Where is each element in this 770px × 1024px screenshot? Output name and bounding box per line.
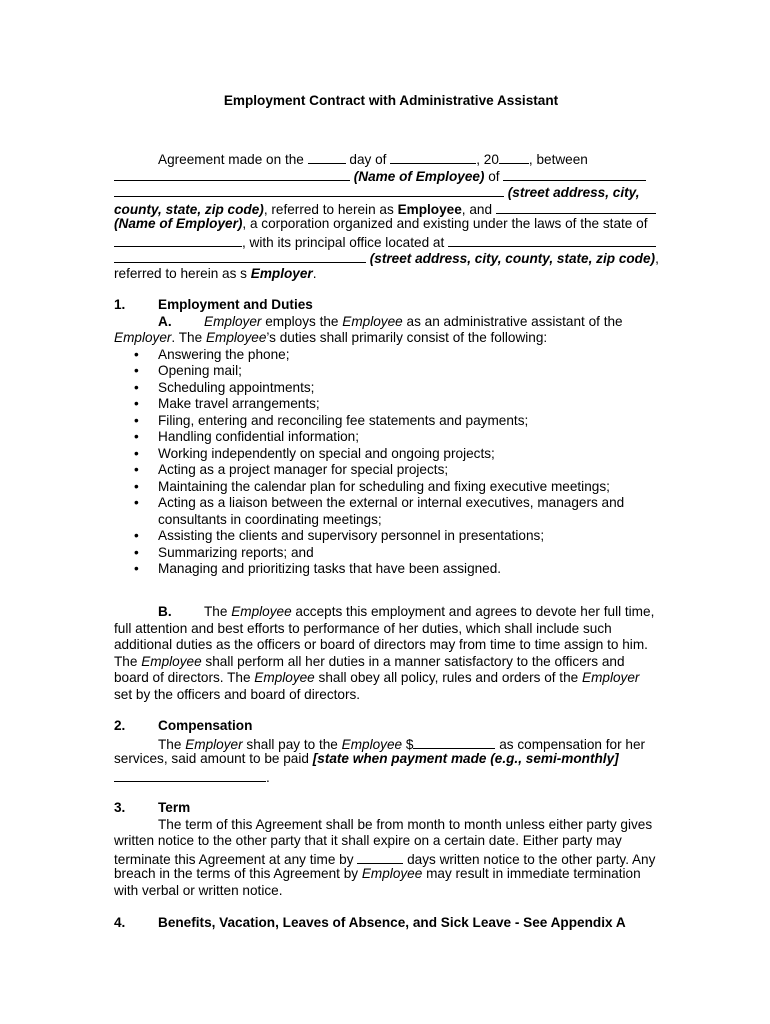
body-text: . The bbox=[171, 330, 206, 345]
employee-term: Employee bbox=[254, 670, 315, 685]
year-blank[interactable] bbox=[499, 150, 529, 164]
body-text: shall obey all policy, rules and orders of the bbox=[314, 670, 582, 685]
list-item: • Summarizing reports; and bbox=[114, 545, 668, 562]
address-label: (street address, city, bbox=[507, 185, 640, 200]
employee-term: Employee bbox=[231, 604, 292, 619]
employer-term: Employer bbox=[250, 265, 313, 281]
section-2 bbox=[114, 718, 668, 784]
employer-term: Employer bbox=[582, 670, 640, 685]
body-text: terminate this Agreement at any time by bbox=[114, 851, 358, 867]
salary-blank[interactable] bbox=[413, 735, 495, 749]
punctuation: , bbox=[655, 251, 659, 266]
body-text: may result in immediate termination bbox=[422, 866, 641, 881]
body-text: shall pay to the bbox=[242, 736, 342, 752]
section-number: 2. bbox=[114, 718, 126, 733]
list-item: • Opening mail; bbox=[114, 363, 668, 380]
body-text: additional duties as the officers or board of directors may from time to time assign to him. bbox=[114, 637, 648, 652]
intro-text: , with its principal office located at bbox=[242, 234, 449, 250]
list-item: • Working independently on special and ongoing projects; bbox=[114, 446, 668, 463]
body-text: The bbox=[204, 604, 232, 619]
document-title: Employment Contract with Administrative Assistant bbox=[223, 93, 559, 108]
intro-text: , between bbox=[528, 152, 588, 167]
employee-term: Employee bbox=[342, 313, 403, 329]
punctuation: . bbox=[266, 769, 270, 785]
body-text: The term of this Agreement shall be from month to month unless either party gives bbox=[158, 816, 653, 832]
state-blank[interactable] bbox=[114, 233, 242, 247]
employer-name-blank[interactable] bbox=[496, 200, 656, 214]
body-text: written notice to the other party that it shall expire on a certain date. Either party may bbox=[114, 833, 622, 848]
employee-term: Employee bbox=[205, 330, 267, 345]
notice-days-blank[interactable] bbox=[357, 850, 403, 864]
employer-term: Employer bbox=[204, 313, 262, 329]
list-item: • Handling confidential information; bbox=[114, 429, 668, 446]
list-item: • Answering the phone; bbox=[114, 347, 668, 364]
section-number: 4. bbox=[114, 915, 126, 930]
subsection-label: B. bbox=[158, 604, 172, 619]
employer-term: Employer bbox=[114, 330, 172, 345]
body-text: ’s duties shall primarily consist of the following: bbox=[266, 330, 548, 345]
office-address-blank-2[interactable] bbox=[114, 249, 366, 263]
intro-text: Agreement made on the bbox=[158, 152, 308, 167]
employee-term: Employee bbox=[141, 653, 202, 669]
list-item: • Filing, entering and reconciling fee statements and payments; bbox=[114, 413, 668, 430]
employee-name-label: (Name of Employee) bbox=[353, 168, 485, 184]
section-4 bbox=[114, 915, 668, 932]
body-text: The bbox=[158, 736, 186, 752]
body-text: $ bbox=[402, 736, 414, 752]
list-item: • Make travel arrangements; bbox=[114, 396, 668, 413]
body-text: services, said amount to be paid bbox=[114, 751, 313, 766]
body-text: with verbal or written notice. bbox=[114, 882, 283, 898]
day-blank[interactable] bbox=[308, 150, 346, 164]
intro-text: , a corporation organized and existing under the laws of the state of bbox=[242, 216, 648, 231]
employee-address-blank-2[interactable] bbox=[114, 183, 504, 197]
body-text: employs the bbox=[261, 313, 343, 329]
employee-term: Employee bbox=[341, 736, 403, 752]
address-label: county, state, zip code) bbox=[114, 201, 264, 217]
employee-address-blank-1[interactable] bbox=[503, 167, 646, 181]
section-3 bbox=[114, 800, 668, 899]
employer-name-label: (Name of Employer) bbox=[114, 216, 243, 231]
employer-term: Employer bbox=[185, 736, 243, 752]
payment-schedule-blank[interactable] bbox=[114, 768, 266, 782]
intro-text: , 20 bbox=[476, 152, 499, 167]
body-text: as compensation for her bbox=[495, 736, 646, 752]
intro-text: referred to herein as s bbox=[114, 265, 251, 281]
office-address-blank-1[interactable] bbox=[448, 233, 656, 247]
section-heading: Compensation bbox=[158, 718, 253, 733]
section-number: 3. bbox=[114, 800, 126, 815]
intro-text: , and bbox=[461, 201, 496, 217]
body-text: as an administrative assistant of the bbox=[402, 313, 623, 329]
body-text: breach in the terms of this Agreement by bbox=[114, 866, 362, 881]
intro-text: day of bbox=[345, 152, 391, 167]
employee-name-blank[interactable] bbox=[114, 167, 350, 181]
body-text: shall perform all her duties in a manner satisfactory to the officers and bbox=[201, 653, 625, 669]
body-text: set by the officers and board of directors. bbox=[114, 686, 361, 702]
body-text: days written notice to the other party. Any bbox=[403, 851, 656, 867]
subsection-label: A. bbox=[158, 313, 172, 329]
list-item: • Acting as a liaison between the external or internal executives, managers and consultants in coordinating meetings; bbox=[114, 495, 668, 528]
section-heading: Employment and Duties bbox=[158, 297, 313, 312]
body-text: full attention and best efforts to performance of her duties, which shall include such bbox=[114, 620, 612, 636]
list-item: • Managing and prioritizing tasks that have been assigned. bbox=[114, 561, 668, 578]
section-heading: Term bbox=[158, 800, 191, 815]
section-heading: Benefits, Vacation, Leaves of Absence, and Sick Leave - See Appendix A bbox=[158, 915, 626, 930]
punctuation: . bbox=[312, 265, 317, 281]
intro-paragraph bbox=[114, 150, 668, 282]
body-text: board of directors. The bbox=[114, 670, 255, 685]
list-item: • Scheduling appointments; bbox=[114, 380, 668, 397]
list-item: • Maintaining the calendar plan for scheduling and fixing executive meetings; bbox=[114, 479, 668, 496]
section-1 bbox=[114, 297, 668, 578]
payment-note: [state when payment made (e.g., semi-monthly] bbox=[312, 751, 619, 766]
employee-term: Employee bbox=[397, 201, 462, 217]
employee-term: Employee bbox=[361, 866, 423, 881]
section-number: 1. bbox=[114, 297, 126, 312]
list-item: • Acting as a project manager for special projects; bbox=[114, 462, 668, 479]
duties-list bbox=[114, 347, 668, 578]
list-item: • Assisting the clients and supervisory personnel in presentations; bbox=[114, 528, 668, 545]
body-text: The bbox=[114, 653, 142, 669]
address-label: (street address, city, county, state, zip code) bbox=[369, 251, 656, 266]
intro-text: of bbox=[484, 168, 504, 184]
intro-text: , referred to herein as bbox=[263, 201, 398, 217]
body-text: accepts this employment and agrees to devote her full time, bbox=[291, 604, 655, 619]
month-blank[interactable] bbox=[390, 150, 476, 164]
section-1b bbox=[114, 604, 668, 703]
